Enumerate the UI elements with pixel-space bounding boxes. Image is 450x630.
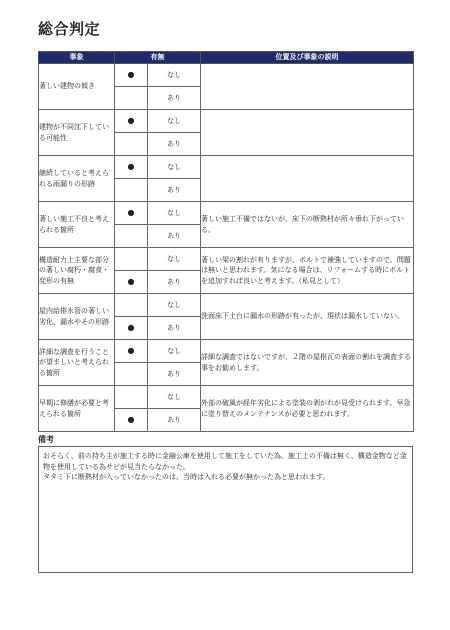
option-exists-label: あり — [148, 317, 201, 340]
row-description: 著しい施工不備ではないが、床下の断熱材が所々垂れ下がっている。 — [201, 202, 414, 248]
option-exists-label: あり — [148, 271, 201, 294]
option-none-label: なし — [148, 110, 201, 133]
judgment-table — [38, 51, 414, 432]
mark-exists-cell — [115, 133, 148, 156]
row-item-label: 著しい建物の傾き — [39, 64, 115, 110]
row-description — [201, 110, 414, 156]
option-none-label: なし — [148, 386, 201, 409]
memo-label: 備考 — [38, 435, 54, 444]
option-none-label: なし — [148, 294, 201, 317]
option-none-label: なし — [148, 340, 201, 363]
row-item-label: 建物が不同沈下している可能性 — [39, 110, 115, 156]
option-none-label: なし — [148, 156, 201, 179]
selected-mark-icon: ● — [115, 202, 148, 225]
table-row — [39, 340, 414, 363]
row-description: 洗面床下土台に漏水の形跡が有ったが、現状は漏水していない。 — [201, 294, 414, 340]
header-presence: 有無 — [115, 52, 201, 64]
row-description: 詳細な調査ではないですが、２階の屋根瓦の表面の割れを調査する事をお勧めします。 — [201, 340, 414, 386]
page-title: 総合判定 — [38, 20, 101, 38]
row-description: 外部の破風が経年劣化による塗装の剥がれが見受けられます。早急に塗り替えのメンテナンスが必要と思われます。 — [201, 386, 414, 432]
mark-none-cell — [115, 248, 148, 271]
selected-mark-icon: ● — [115, 317, 148, 340]
option-exists-label: あり — [148, 87, 201, 110]
row-description — [201, 64, 414, 110]
row-item-label: 著しい施工不良と考えられる箇所 — [39, 202, 115, 248]
table-body — [39, 64, 414, 432]
header-description: 位置及び事象の説明 — [201, 52, 414, 64]
table-row — [39, 386, 414, 409]
option-exists-label: あり — [148, 363, 201, 386]
memo-box — [38, 446, 413, 573]
option-exists-label: あり — [148, 179, 201, 202]
option-none-label: なし — [148, 248, 201, 271]
mark-exists-cell — [115, 363, 148, 386]
table-row — [39, 156, 414, 179]
row-description — [201, 156, 414, 202]
option-none-label: なし — [148, 202, 201, 225]
row-description: 著しい梁の割れが有りますが、ボルトで補強していますので、問題は無いと思われます。気になる場合は、リフォームする時にボルトを追加すれば良いと考えます。（私見として） — [201, 248, 414, 294]
option-exists-label: あり — [148, 225, 201, 248]
option-exists-label: あり — [148, 133, 201, 156]
row-item-label: 構造耐力上主要な部分の著しい腐朽・腐食・変形の有無 — [39, 248, 115, 294]
mark-exists-cell — [115, 225, 148, 248]
table-row — [39, 64, 414, 87]
mark-exists-cell — [115, 179, 148, 202]
mark-none-cell — [115, 386, 148, 409]
row-item-label: 屋内給排水管の著しい劣化、漏水やその形跡 — [39, 294, 115, 340]
row-item-label: 早期に修繕が必要と考えられる箇所 — [39, 386, 115, 432]
mark-none-cell — [115, 294, 148, 317]
selected-mark-icon: ● — [115, 340, 148, 363]
header-item: 事象 — [39, 52, 115, 64]
table-header-row — [39, 52, 414, 64]
memo-line: おそらく、前の持ち主が施工する時に金融公庫を使用して施工をしていた為、施工上の不備は無く、構造金物など金物を使用している為サビが見当たらなかった。 — [43, 452, 407, 471]
table-row — [39, 202, 414, 225]
selected-mark-icon: ● — [115, 64, 148, 87]
table-row — [39, 110, 414, 133]
memo-line: タタミ下に断熱材が入っていなかったのは、当時は入れる必要が無かった為と思われます。 — [43, 473, 330, 481]
selected-mark-icon: ● — [115, 110, 148, 133]
selected-mark-icon: ● — [115, 271, 148, 294]
row-item-label: 詳細な調査を行うことが望ましいと考えられる箇所 — [39, 340, 115, 386]
selected-mark-icon: ● — [115, 409, 148, 432]
option-none-label: なし — [148, 64, 201, 87]
table-row — [39, 248, 414, 271]
table-row — [39, 294, 414, 317]
option-exists-label: あり — [148, 409, 201, 432]
row-item-label: 継続していると考えられる雨漏りの形跡 — [39, 156, 115, 202]
mark-exists-cell — [115, 87, 148, 110]
selected-mark-icon: ● — [115, 156, 148, 179]
